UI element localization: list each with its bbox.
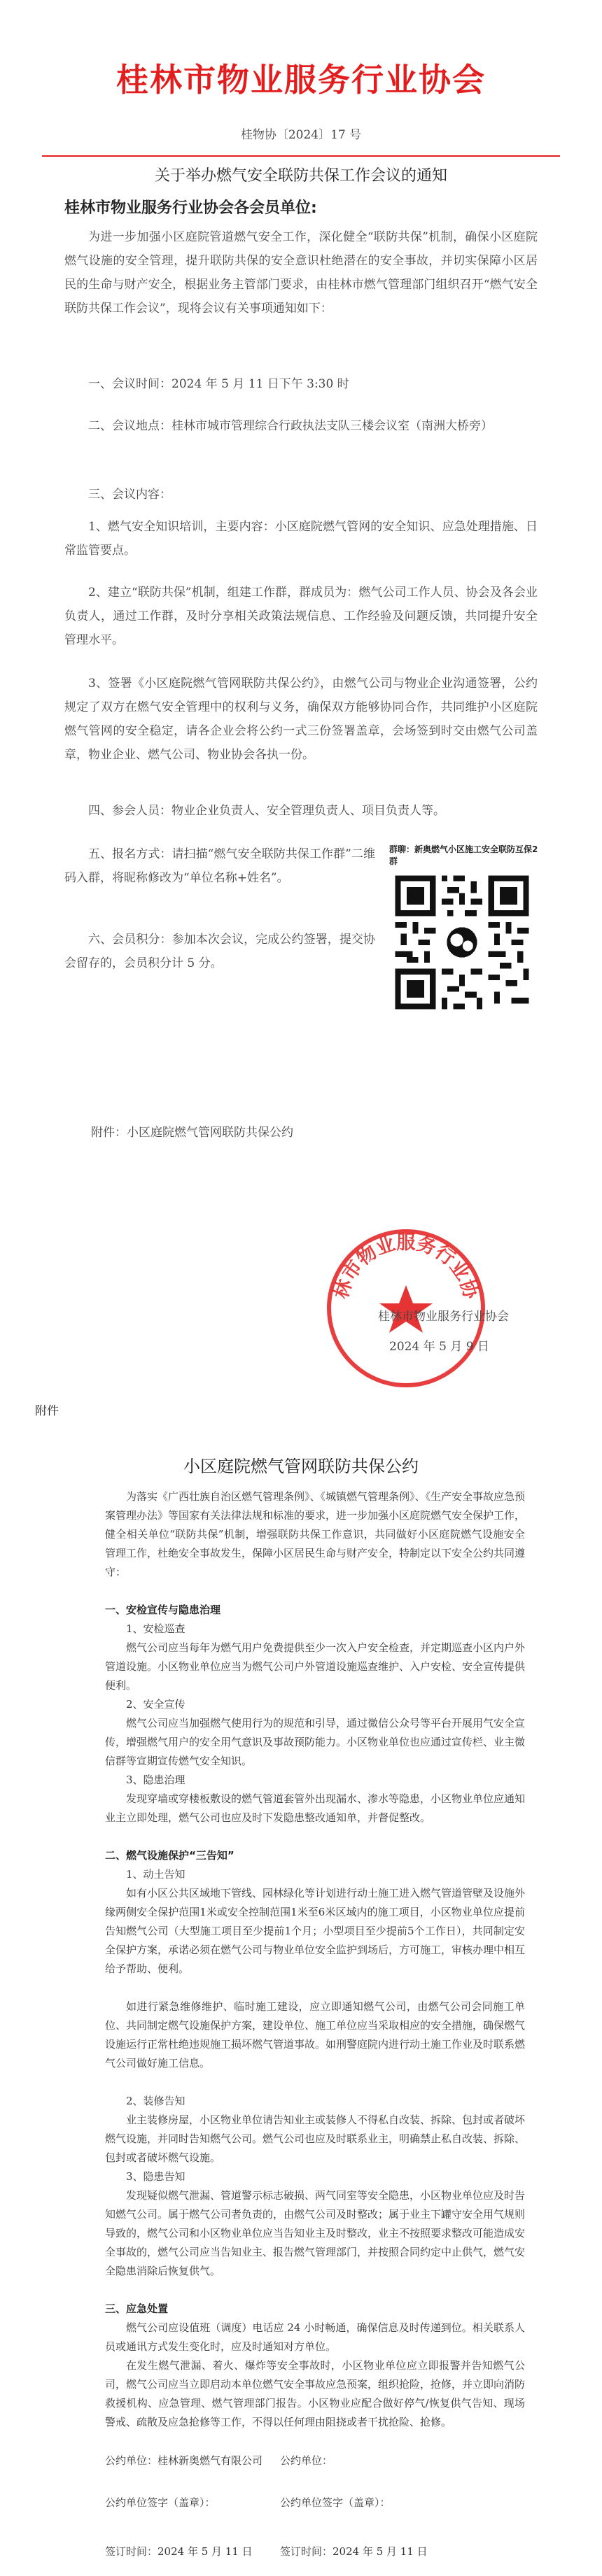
- red-divider: [42, 155, 560, 157]
- section-2-3-text: 发现疑似燃气泄漏、管道警示标志破损、两气同室等安全隐患，小区物业单位应及时告知燃气公司。属于燃气公司者负责的，由燃气公司及时整改；属于业主下罐守安全用气规则导致的，燃气公司和小区物业单位应当告知业主及时整改，业主不按照要求整改可能造成安全事故的，燃气公司应当告知业主、报告燃气管理部门，并按照合同约定中止供气，燃气安全隐患消除后恢复供气。: [105, 2189, 526, 2277]
- party-gas-company: 公约单位：桂林新奥燃气有限公司: [105, 2454, 263, 2467]
- section-2-3-heading: 3、隐患告知: [126, 2170, 186, 2183]
- notice-item-points: 六、会员积分：参加本次会议，完成公约签署，提交协会留存的，会员积分计 5 分。: [64, 933, 375, 970]
- notice-item-registration: 五、报名方式：请扫描“燃气安全联防共保工作群”二维码入群，将昵称修改为“单位名称+姓名”。: [64, 847, 375, 885]
- section-2-2-text: 业主装修房屋，小区物业单位请告知业主或装修人不得私自改装、拆除、包封或者破坏燃气设施，并同时告知燃气公司。燃气公司也应及时联系业主，明确禁止私自改装、拆除、包封或者破坏燃气设施。: [105, 2114, 526, 2164]
- notice-item-time: 一、会议时间：2024 年 5 月 11 日下午 3:30 时: [88, 377, 349, 391]
- notice-item-content-1: 1、燃气安全知识培训，主要内容：小区庭院燃气管网的安全知识、应急处理措施、日常监管要点。: [64, 520, 538, 558]
- attachment-title: 小区庭院燃气管网联防共保公约: [183, 1457, 419, 1476]
- section-3-heading: 三、应急处置: [105, 2302, 169, 2315]
- qr-caption: 群聊：新奥燃气小区施工安全联防互保2群: [389, 844, 538, 866]
- section-1-2-heading: 2、安全宣传: [126, 1698, 186, 1711]
- doc-number: 桂物协〔2024〕17 号: [240, 128, 362, 142]
- notice-item-attendees: 四、参会人员：物业企业负责人、安全管理负责人、项目负责人等。: [88, 804, 445, 818]
- party-property-company: 公约单位：: [280, 2454, 333, 2467]
- attachment-intro: 为落实《广西壮族自治区燃气管理条例》、《城镇燃气管理条例》、《生产安全事故应急预案管理办法》等国家有关法律法规和标准的要求，进一步加强小区庭院燃气安全保护工作，健全相关单位“联防共保”机制，增强联防共保工作意识，共同做好小区庭院燃气设施安全管理工作，杜绝安全事故发生，保障小区居民生命与财产安全，特制定以下安全公约共同遵守：: [105, 1490, 526, 1578]
- section-1-1-text: 燃气公司应当每年为燃气用户免费提供至少一次入户安全检查，并定期巡查小区内户外管道设施。小区物业单位应当为燃气公司户外管道设施巡查维护、入户安检、安全宣传提供便利。: [105, 1641, 526, 1692]
- section-3-text-a: 燃气公司应设值班（调度）电话应 24 小时畅通，确保信息及时传递到位。相关联系人员或通讯方式发生变化时，应及时通知对方单位。: [105, 2321, 525, 2353]
- notice-item-content-3: 3、签署《小区庭院燃气管网联防共保公约》，由燃气公司与物业企业沟通签署，公约规定了双方在燃气安全管理中的权利与义务，确保双方能够协同合作，共同维护小区庭院燃气管网的安全稳定，请各企业会将公约一式三份签署盖章，会场签到时交由燃气公司盖章，物业企业、燃气公司、物业协会各执一份。: [64, 677, 538, 762]
- attachment-label: 附件: [35, 1404, 59, 1418]
- qr-code-image[interactable]: [389, 870, 535, 1015]
- section-2-1-text-b: 如进行紧急维修维护、临时施工建设，应立即通知燃气公司，由燃气公司会同施工单位、共同制定燃气设施保护方案，建设单位、施工单位应当采取相应的安全措施，确保燃气设施运行正常杜绝违规施工损坏燃气管道事故。如刑警庭院内进行动土施工作业及时联系燃气公司做好施工信息。: [105, 2000, 526, 2069]
- issuer-name: 桂林市物业服务行业协会: [378, 1310, 509, 1324]
- section-2-1-text-a: 如有小区公共区域地下管线、园林绿化等计划进行动土施工进入燃气管道管壁及设施外缘两侧安全保护范围1米或安全控制范围1米至6米区域内的施工项目，小区物业单位应提前告知燃气公司（大型施工项目至少提前1个月；小型项目至少提前5个工作日），共同制定安全保护方案，承诺必须在燃气公司与物业单位安全监护到场后，方可施工，审核办理中相互给予帮助、便利。: [105, 1887, 526, 1975]
- section-1-3-text: 发现穿墙或穿楼板敷设的燃气管道套管外出现漏水、渗水等隐患，小区物业单位应通知业主立即处理，燃气公司也应及时下发隐患整改通知单，并督促整改。: [105, 1792, 526, 1824]
- addressee: 桂林市物业服务行业协会各会员单位:: [64, 199, 317, 217]
- section-2-1-heading: 1、动土告知: [126, 1868, 186, 1881]
- notice-intro: 为进一步加强小区庭院管道燃气安全工作，深化健全“联防共保”机制，确保小区庭院燃气设施的安全管理，提升联防共保的安全意识杜绝潜在的安全事故，并切实保障小区居民的生命与财产安全，根据业务主管部门要求，由桂林市燃气管理部门组织召开“燃气安全联防共保工作会议”，现将会议有关事项通知如下：: [64, 230, 538, 316]
- date-left: 签订时间：2024 年 5 月 11 日: [105, 2545, 253, 2558]
- org-title: 桂林市物业服务行业协会: [116, 61, 486, 99]
- attachment-reference: 附件：小区庭院燃气管网联防共保公约: [91, 1126, 293, 1140]
- section-3-text-b: 在发生燃气泄漏、着火、爆炸等安全事故时，小区物业单位应立即报警并告知燃气公司，燃气公司应当立即启动本单位燃气安全事故应急预案，组织抢险，抢修，并立即向消防救援机构、应急管理、燃气管理部门报告。小区物业应配合做好停气/恢复供气告知、现场警戒、疏散及应急抢修等工作，不得以任何理由阻挠或者干扰抢险、抢修。: [105, 2359, 526, 2428]
- section-1-2-text: 燃气公司应当加强燃气使用行为的规范和引导，通过微信公众号等平台开展用气安全宣传，增强燃气用户的安全用气意识及事故预防能力。小区物业单位也应通过宣传栏、业主微信群等宣期宣传燃气安全知识。: [105, 1717, 526, 1767]
- notice-item-content-2: 2、建立“联防共保”机制，组建工作群，群成员为：燃气公司工作人员、协会及各会业负责人，通过工作群，及时分享相关政策法规信息、工作经验及问题反馈，共同提升安全管理水平。: [64, 586, 538, 647]
- section-1-3-heading: 3、隐患治理: [126, 1774, 186, 1786]
- section-2-heading: 二、燃气设施保护“三告知”: [105, 1849, 234, 1862]
- date-right: 签订时间：2024 年 5 月 11 日: [280, 2545, 428, 2558]
- sign-right: 公约单位签字（盖章）：: [280, 2496, 391, 2509]
- svg-text:桂林市物业服务行业协会: 林市物业服务行业协: [330, 1232, 482, 1302]
- sign-left: 公约单位签字（盖章）：: [105, 2496, 216, 2509]
- notice-item-location: 二、会议地点：桂林市城市管理综合行政执法支队三楼会议室（南洲大桥旁）: [88, 419, 493, 433]
- issue-date: 2024 年 5 月 9 日: [389, 1340, 489, 1354]
- notice-item-content: 三、会议内容：: [88, 488, 172, 502]
- notice-title: 关于举办燃气安全联防共保工作会议的通知: [154, 167, 447, 185]
- section-1-1-heading: 1、安检巡查: [126, 1622, 186, 1635]
- section-1-heading: 一、安检宣传与隐患治理: [105, 1604, 221, 1616]
- section-2-2-heading: 2、装修告知: [126, 2095, 186, 2107]
